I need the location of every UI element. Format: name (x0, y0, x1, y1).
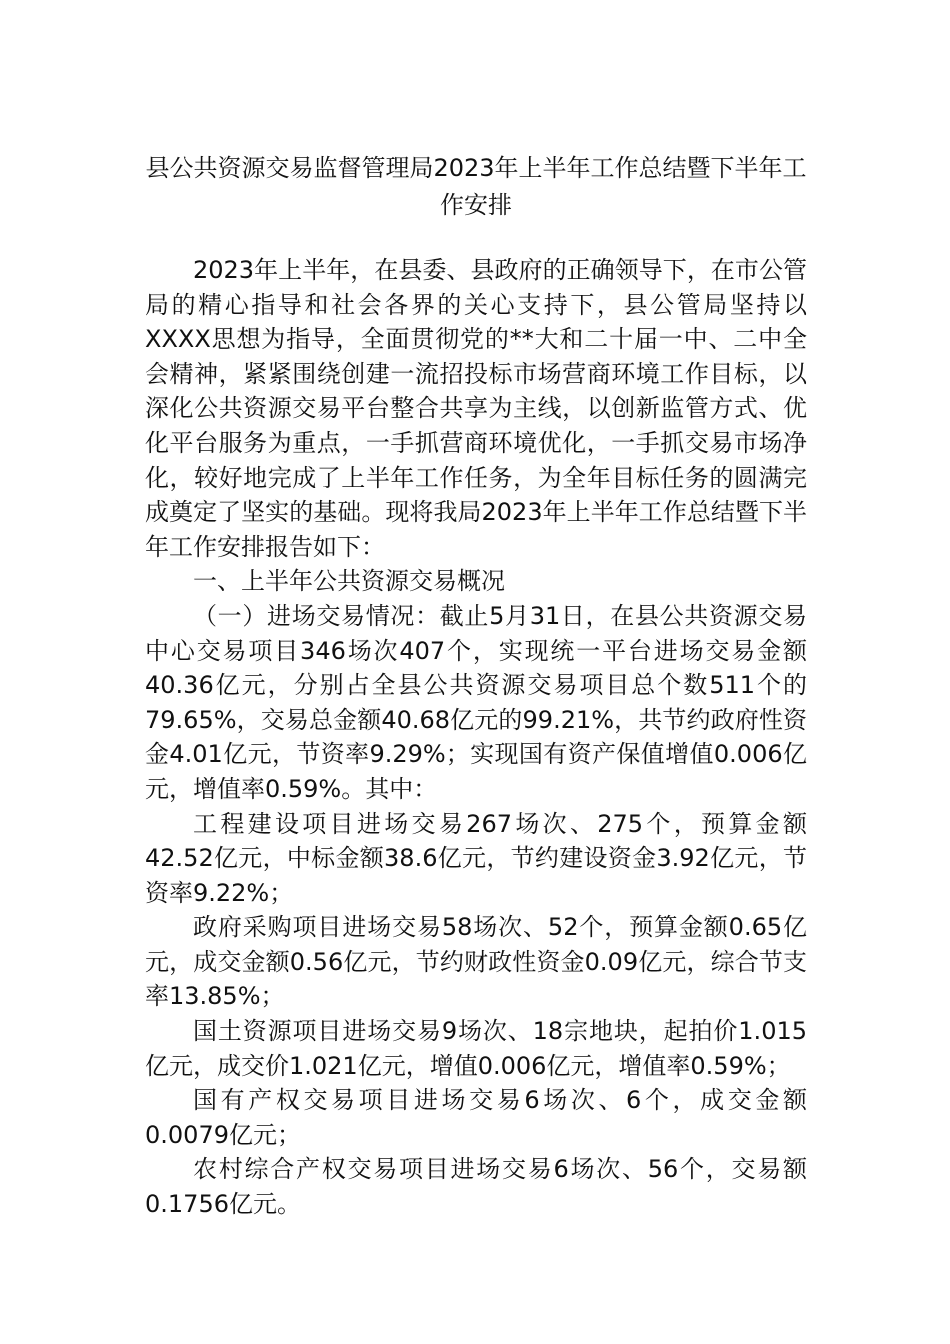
engineering-paragraph: 工程建设项目进场交易267场次、275个，预算金额42.52亿元，中标金额38.6亿元，节约建设资金3.92亿元，节资率9.22%； (145, 809, 807, 907)
procurement-paragraph: 政府采购项目进场交易58场次、52个，预算金额0.65亿元，成交金额0.56亿元，节约财政性资金0.09亿元，综合节支率13.85%； (145, 913, 807, 1011)
state-property-paragraph: 国有产权交易项目进场交易6场次、6个，成交金额0.0079亿元； (145, 1086, 807, 1149)
subsection-paragraph: （一）进场交易情况：截止5月31日，在县公共资源交易中心交易项目346场次407个，实现统一平台进场交易金额40.36亿元，分别占全县公共资源交易项目总个数511个的79.65%，交易总金额40.68亿元的99.21%，共节约政府性资金4.01亿元，节资率9.29%；实现国有资产保值增值0.006亿元，增值率0.59%。其中： (145, 601, 807, 803)
rural-property-paragraph: 农村综合产权交易项目进场交易6场次、56个，交易额0.1756亿元。 (145, 1155, 807, 1219)
intro-paragraph: 2023年上半年，在县委、县政府的正确领导下，在市公管局的精心指导和社会各界的关心支持下，县公管局坚持以XXXX思想为指导，全面贯彻党的**大和二十届一中、二中全会精神，紧紧围绕创建一流招投标市场营商环境工作目标，以深化公共资源交易平台整合共享为主线，以创新监管方式、优化平台服务为重点，一手抓营商环境优化，一手抓交易市场净化，较好地完成了上半年工作任务，为全年目标任务的圆满完成奠定了坚实的基础。现将我局2023年上半年工作总结暨下半年工作安排报告如下： (145, 256, 807, 561)
document-title: 县公共资源交易监督管理局2023年上半年工作总结暨下半年工作安排 (145, 154, 807, 219)
land-resources-paragraph: 国土资源项目进场交易9场次、18宗地块，起拍价1.015亿元，成交价1.021亿元，增值0.006亿元，增值率0.59%； (145, 1017, 807, 1080)
document-body (145, 253, 807, 1222)
section-heading: 一、上半年公共资源交易概况 (193, 567, 505, 596)
